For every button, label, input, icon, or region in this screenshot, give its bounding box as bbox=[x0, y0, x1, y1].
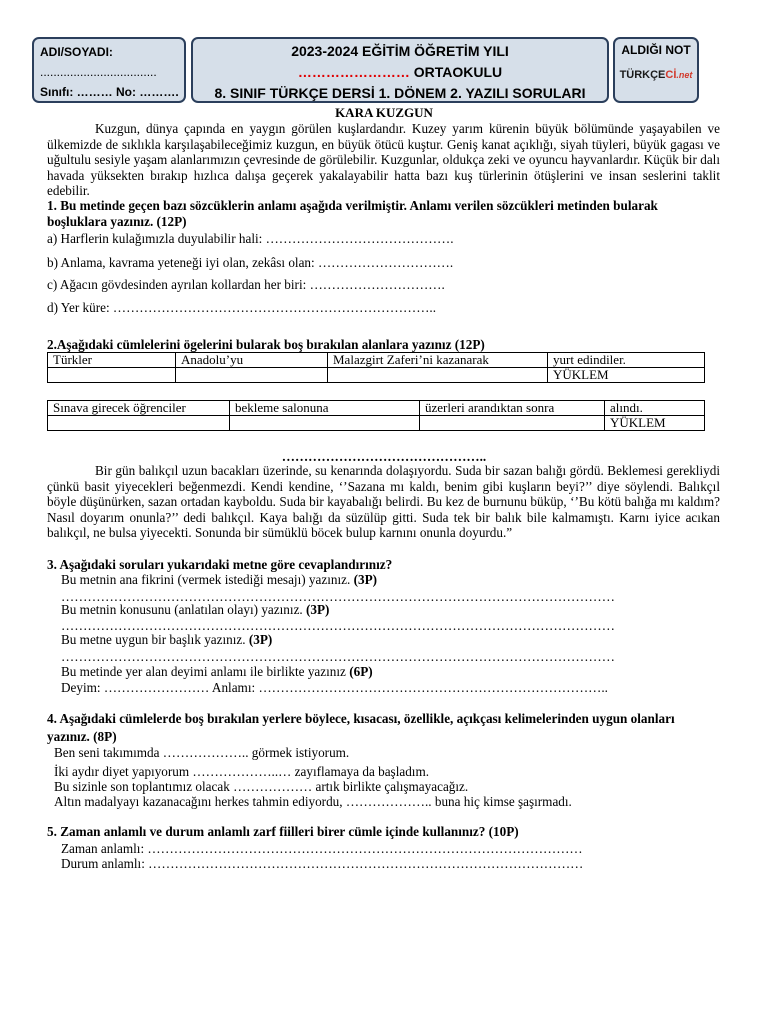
q3-item-2: Bu metnin konusunu (anlatılan olayı) yazınız. (3P) bbox=[61, 602, 330, 617]
name-field[interactable]: ................................... bbox=[40, 65, 157, 79]
q3-item-1: Bu metnin ana fikrini (vermek istediği mesajı) yazınız. (3P) bbox=[61, 572, 378, 587]
grade-box bbox=[613, 37, 699, 103]
answer-cell[interactable] bbox=[48, 416, 230, 431]
answer-cell[interactable] bbox=[328, 368, 548, 383]
table1-cell: Türkler bbox=[48, 353, 176, 368]
table2-cell: alındı. bbox=[605, 401, 705, 416]
table1-cell: Malazgirt Zaferi’ni kazanarak bbox=[328, 353, 548, 368]
sentence-table-1 bbox=[47, 352, 705, 383]
q1-item-c[interactable]: c) Ağacın gövdesinden ayrılan kollardan her biri: …………………………. bbox=[47, 277, 445, 292]
story1-text: Kuzgun, dünya çapında en yaygın görülen kuşlardandır. Kuzey yarım kürenin büyük bölümünde yaşayabilen ve ülkemizde de sıklıkla karşılaşabileceğimiz kuzgun, en büyük ötücü kuştur. Geniş kanat açıklığı, siyah tüyleri, büyük gagası ve uğultulu sesiyle yaşam alanlarımızın çevresinde de görülebilir. Kuzgunlar, oldukça zeki ve oyuncu hayvanlardır. Küçük bir dalı havada yüksekten bırakıp hızlıca dalışa geçerek yakalayabilir hatta bazı kuş türlerinin ötüşlerini ve insan seslerini taklit edebilir. bbox=[47, 121, 720, 199]
q5-prompt: 5. Zaman anlamlı ve durum anlamlı zarf fiilleri birer cümle içinde kullanınız? (10P) bbox=[47, 824, 519, 839]
table1-cell: yurt edindiler. bbox=[548, 353, 705, 368]
table1-cell: Anadolu’yu bbox=[176, 353, 328, 368]
q1-item-d[interactable]: d) Yer küre: ……………………………………………………………….. bbox=[47, 300, 437, 315]
q5-manner-line[interactable]: Durum anlamlı: ……………………………………………………………………………………… bbox=[61, 856, 584, 871]
sentence-table-2 bbox=[47, 400, 705, 431]
story2-title-blank[interactable]: ……………………………………….. bbox=[281, 449, 487, 464]
answer-cell[interactable] bbox=[420, 416, 605, 431]
exam-line: 8. SINIF TÜRKÇE DERSİ 1. DÖNEM 2. YAZILI SORULARI bbox=[214, 85, 586, 101]
q3-answer-line[interactable]: ……………………………………………………………………………………………………………… bbox=[61, 649, 615, 664]
q5-time-line[interactable]: Zaman anlamlı: ……………………………………………………………………………………… bbox=[61, 841, 583, 856]
q2-prompt: 2.Aşağıdaki cümlelerini ögelerini bularak boş bırakılan alanlara yazınız (12P) bbox=[47, 337, 485, 352]
school-name-blank[interactable]: …………………… bbox=[297, 64, 410, 80]
q4-item-3[interactable]: Bu sizinle son toplantımız olacak ……………… artık birlikte çalışmayacağız. bbox=[54, 779, 469, 794]
q3-item-3: Bu metne uygun bir başlık yazınız. (3P) bbox=[61, 632, 273, 647]
q3-item-4: Bu metinde yer alan deyimi anlamı ile birlikte yazınız (6P) bbox=[61, 664, 373, 679]
q3-answer-line[interactable]: ……………………………………………………………………………………………………………… bbox=[61, 589, 615, 604]
school-line bbox=[193, 62, 607, 83]
answer-cell[interactable] bbox=[48, 368, 176, 383]
q1-item-b[interactable]: b) Anlama, kavrama yeteneği iyi olan, zekâsı olan: …………………………. bbox=[47, 255, 454, 270]
exam-title-box bbox=[191, 37, 609, 103]
q3-prompt: 3. Aşağıdaki soruları yukarıdaki metne göre cevaplandırınız? bbox=[47, 557, 393, 572]
table2-cell: bekleme salonuna bbox=[230, 401, 420, 416]
q4-item-2[interactable]: İki aydır diyet yapıyorum ………………..… zayıflamaya da başladım. bbox=[54, 764, 430, 779]
grade-label: ALDIĞI NOT bbox=[621, 43, 691, 57]
yuklem-label: YÜKLEM bbox=[605, 416, 705, 431]
student-info-box bbox=[32, 37, 186, 103]
story2-text: Bir gün balıkçıl uzun bacakları üzerinde, su kenarında dolaşıyordu. Suda bir sazan balığı gördü. Beklemesi gerekliydi çünkü basit yiyecekleri beğenmezdi. Kendi kendine, ‘’Sazana mı kaldı, benim gibi kuşların beyi?’’ diye söylendi. Balıkçıl böyle düşünürken, sazan ortadan kayboldu. Suda bir kayabalığı belirdi. Bu kez de burnunu büküp, ‘’Bu kötü balığa mı kaldım? Nasıl doyarım onunla?’’ dedi balıkçıl. Kaya balığı da süzülüp gitti. Suda tek bir balık bile kalmamıştı. Karnı iyice acıkan balıkçıl, ne bulsa yiyecekti. Sonunda bir sümüklü böcek bulup karnını onunla doyurdu.” bbox=[47, 463, 720, 541]
answer-cell[interactable] bbox=[176, 368, 328, 383]
q3-answer-line[interactable]: ……………………………………………………………………………………………………………… bbox=[61, 618, 615, 633]
q4-item-1[interactable]: Ben seni takımımda ……………….. görmek istiyorum. bbox=[54, 745, 350, 760]
name-label: ADI/SOYADI: bbox=[40, 45, 113, 59]
year-line: 2023-2024 EĞİTİM ÖĞRETİM YILI bbox=[291, 43, 509, 59]
yuklem-label: YÜKLEM bbox=[548, 368, 705, 383]
table2-cell: Sınava girecek öğrenciler bbox=[48, 401, 230, 416]
q1-prompt: 1. Bu metinde geçen bazı sözcüklerin anlamı aşağıda verilmiştir. Anlamı verilen sözcükleri metinden bularak boşluklara yazınız. (12P) bbox=[47, 198, 658, 229]
answer-cell[interactable] bbox=[230, 416, 420, 431]
school-word: ORTAOKULU bbox=[413, 64, 503, 80]
class-number-field[interactable]: Sınıfı: ……… No: ………. bbox=[40, 85, 179, 99]
table2-cell: üzerleri arandıktan sonra bbox=[420, 401, 605, 416]
q1-item-a[interactable]: a) Harflerin kulağımızla duyulabilir hali: ……………………………………. bbox=[47, 231, 454, 246]
q4-prompt: 4. Aşağıdaki cümlelerde boş bırakılan yerlere böylece, kısacası, özellikle, açıkçası kelimelerinden uygun olanları yazınız. (8P) bbox=[47, 711, 675, 744]
turkceci-logo: TÜRKÇECİ.net bbox=[619, 69, 693, 81]
story-title: KARA KUZGUN bbox=[335, 105, 433, 120]
q3-deyim-line[interactable]: Deyim: …………………… Anlamı: …………………………………………………………………….. bbox=[61, 680, 608, 695]
q4-item-4[interactable]: Altın madalyayı kazanacağını herkes tahmin ediyordu, ……………….. buna hiç kimse şaşırmadı. bbox=[54, 794, 572, 809]
